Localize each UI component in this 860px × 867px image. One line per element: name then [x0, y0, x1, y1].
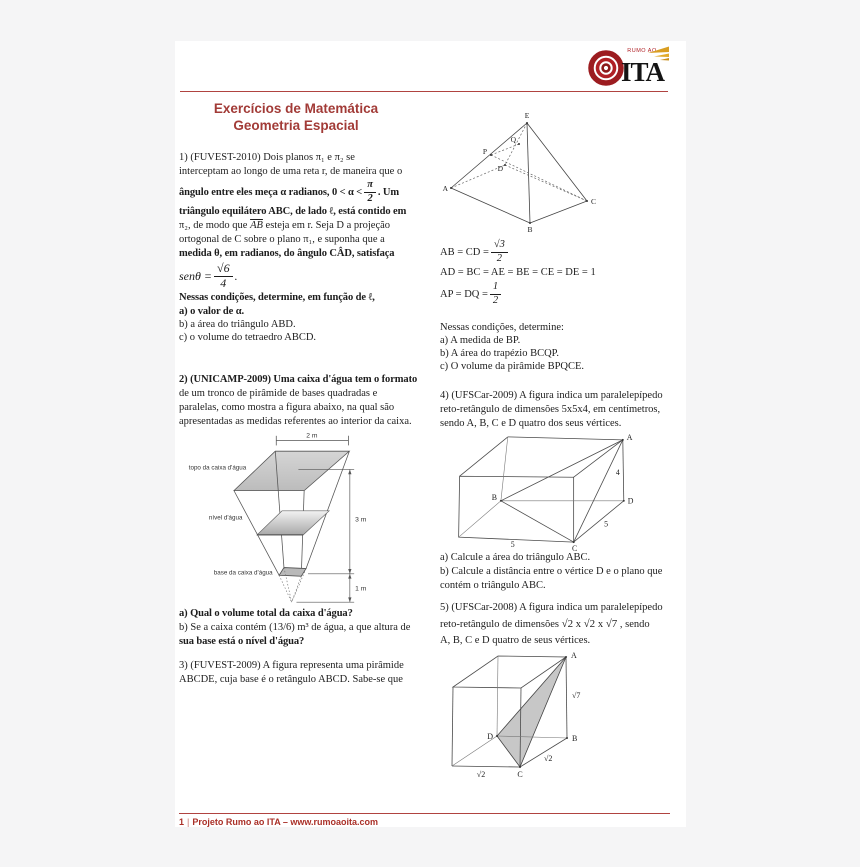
question-c: c) O volume da pirâmide BPQCE. [440, 361, 585, 372]
text-segment: esteja em r. Seja D a projeção [262, 220, 391, 231]
question-a: a) A medida de BP. [440, 335, 521, 346]
vertex-label-q: Q [510, 135, 516, 144]
dimension-root7-label: √7 [572, 691, 581, 700]
text-line-with-fraction [179, 179, 439, 205]
text-line: ortogonal de C sobre o plano π₁, e suponha que a [179, 234, 385, 245]
vertex-label-b: B [527, 225, 533, 234]
page-number: 1 [179, 817, 185, 827]
fraction-denominator: 2 [492, 294, 499, 306]
dimension-2m-label: 2 m [306, 432, 318, 440]
exercise-1-statement [179, 151, 439, 344]
question-b-line1: b) Calcule a distância entre o vértice D e o plano que [440, 566, 663, 577]
radical-value: √2 [583, 618, 596, 630]
vertex-label-a: A [626, 432, 633, 442]
vertex-label-c: C [517, 770, 523, 779]
vertex-label-d: D [627, 496, 634, 506]
formula-edges-equal-1: AD = BC = AE = BE = CE = DE = 1 [440, 267, 596, 278]
exercise-3-statement [179, 659, 439, 687]
fraction [490, 281, 501, 306]
formula-lhs: senθ = [179, 268, 212, 283]
questions-intro: Nessas condições, determine: [440, 322, 564, 333]
tank-base-face [279, 568, 306, 577]
dimension-root2-width-label: √2 [476, 770, 486, 779]
vertex-label-a: A [442, 184, 448, 193]
text-line: apresentadas as medidas referentes ao interior da caixa. [179, 416, 412, 427]
dimension-5-width-label: 5 [510, 540, 515, 549]
dimension-5-depth-label: 5 [604, 519, 609, 529]
exercise-5-statement [440, 601, 690, 648]
tank-top-label: topo da caixa d'água [188, 464, 247, 472]
text-segment: , sendo [617, 619, 650, 630]
radical-value: √7 [605, 618, 618, 630]
question-b-line2: contém o triângulo ABC. [440, 580, 546, 591]
vertex-label-b: B [491, 492, 497, 502]
fraction-denominator: 2 [496, 252, 503, 264]
fraction [214, 262, 233, 291]
figure-water-tank [178, 431, 438, 607]
title-line-2: Geometria Espacial [233, 117, 359, 133]
text-line: de um tronco de pirâmide de bases quadradas e [179, 388, 378, 399]
fraction-numerator: 1 [490, 281, 501, 294]
figure-box-5x5x4 [438, 431, 668, 553]
logo-target-icon [591, 53, 621, 83]
vertex-label-d: D [497, 164, 503, 173]
radical-value: √2 [561, 618, 574, 630]
text-line: 3) (FUVEST-2009) A figura representa uma pirâmide [179, 660, 404, 671]
exercise-4-statement [440, 389, 690, 431]
fraction-denominator: 4 [220, 275, 227, 290]
fraction [364, 179, 376, 204]
text-segment: . Um [377, 186, 400, 198]
text-line: triângulo equilátero ABC, de lado ℓ, está contido em [179, 206, 407, 217]
question-c: c) o volume do tetraedro ABCD. [179, 332, 317, 343]
vertex-label-p: P [482, 147, 487, 156]
text-line: ABCDE, cuja base é o retângulo ABCD. Sabe-se que [179, 674, 403, 685]
exercise-3-given-formulas [440, 239, 690, 307]
exercise-2-questions [179, 607, 439, 649]
text-line: interceptam ao longo de uma reta r, de maneira que o [179, 166, 403, 177]
fraction-denominator: 2 [367, 192, 373, 204]
text-segment: x [573, 619, 584, 630]
fraction-numerator: √6 [214, 262, 233, 277]
overlined-segment: $\overline{AB}$ [250, 220, 263, 231]
text-segment: x [595, 619, 606, 630]
question-b-line1: b) Se a caixa contém (13/6) m³ de água, a que altura de [179, 622, 411, 633]
text-line-with-radicals [440, 615, 690, 634]
vertex-label-c: C [572, 543, 578, 553]
text-segment: . [234, 268, 238, 283]
dimension-1m-label: 1 m [355, 585, 367, 593]
text-segment: ângulo entre eles meça α radianos, 0 < α < [179, 186, 363, 198]
tank-water-surface [257, 511, 329, 535]
exercise-4-questions [440, 551, 690, 593]
vertex-label-d: D [487, 732, 493, 741]
text-segment: reto-retângulo de dimensões [440, 619, 562, 630]
text-line: sendo A, B, C e D quatro dos seus vértices. [440, 418, 622, 429]
document-page [175, 41, 686, 827]
text-line [179, 219, 439, 233]
fraction [491, 239, 508, 264]
text-line: Nessas condições, determine, em função de ℓ, [179, 292, 375, 303]
header-rule [180, 91, 668, 92]
formula-ap-dq [440, 281, 690, 307]
text-line: 4) (UFSCar-2009) A figura indica um paralelepípedo [440, 390, 663, 401]
vertex-label-a: A [571, 651, 577, 660]
exercise-2-statement [179, 373, 439, 429]
dimension-3m-label: 3 m [355, 516, 367, 524]
exercise-3-questions [440, 321, 690, 373]
question-b-line2: sua base está o nível d'água? [179, 636, 305, 647]
vertex-label-e: E [524, 111, 530, 120]
title-line-1: Exercícios de Matemática [213, 101, 379, 116]
dimension-4-label: 4 [615, 468, 620, 478]
question-b: b) a área do triângulo ABD. [179, 319, 296, 330]
vertex-label-b: B [572, 734, 578, 743]
pyramid-hidden-edges [451, 123, 587, 201]
text-line: paralelas, como mostra a figura abaixo, na qual são [179, 402, 395, 413]
text-line: medida θ, em radianos, do ângulo CÂD, satisfaça [179, 248, 395, 259]
figure-box-root2-root7 [438, 649, 638, 799]
text-line: 1) (FUVEST-2010) Dois planos π₁ e π₂ se [179, 152, 355, 163]
logo-wordmark: ITA [621, 57, 665, 87]
text-line: reto-retângulo de dimensões 5x5x4, em centímetros, [440, 404, 661, 415]
footer-separator: | [187, 817, 190, 827]
formula-sen-theta [179, 261, 439, 291]
fraction-numerator: √3 [491, 239, 508, 252]
footer [179, 817, 378, 827]
tank-base-label: base da caixa d'água [213, 569, 273, 577]
footer-rule [179, 813, 670, 814]
footer-text: Projeto Rumo ao ITA – www.rumoaoita.com [192, 817, 379, 827]
formula-lhs: AP = DQ = [440, 288, 488, 300]
formula-lhs: AB = CD = [440, 246, 489, 258]
question-b: b) A área do trapézio BCQP. [440, 348, 559, 359]
fraction-numerator: π [364, 179, 376, 192]
page-title [175, 101, 417, 134]
vertex-label-c: C [591, 197, 597, 206]
figure-pyramid-abcde [440, 103, 610, 238]
text-line: A, B, C e D quatro de seus vértices. [440, 635, 591, 646]
dimension-root2-depth-label: √2 [544, 754, 553, 763]
question-a: a) o valor de α. [179, 306, 245, 317]
text-line: 5) (UFSCar-2008) A figura indica um paralelepípedo [440, 602, 663, 613]
question-a: a) Calcule a área do triângulo ABC. [440, 552, 591, 563]
shaded-triangle-adc [497, 657, 566, 767]
formula-ab-cd [440, 239, 690, 265]
text-segment: π₂, de modo que [179, 220, 251, 231]
tank-level-label: nível d'água [208, 514, 243, 522]
logo-tagline: RUMO AO [627, 48, 657, 54]
tank-top-face [234, 451, 349, 490]
question-a: a) Qual o volume total da caixa d'água? [179, 608, 353, 619]
rumo-ao-ita-logo [590, 44, 670, 88]
text-line: 2) (UNICAMP-2009) Uma caixa d'água tem o formato [179, 374, 418, 385]
